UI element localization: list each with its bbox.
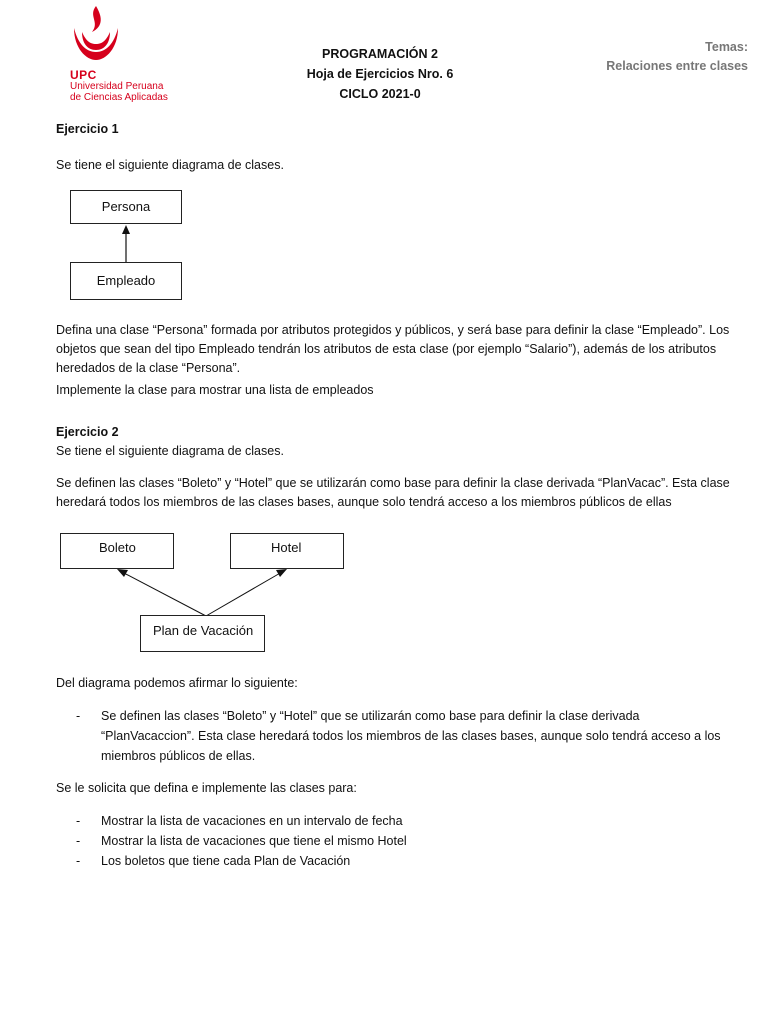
document-header [250,44,510,104]
exercise1-intro: Se tiene el siguiente diagrama de clases. [56,158,284,172]
bullet-dash: - [76,814,81,828]
list-item: - Los boletos que tiene cada Plan de Vacación [56,851,736,871]
affirm-intro: Del diagrama podemos afirmar lo siguiente: [56,676,298,690]
exercise2-title: Ejercicio 2 [56,425,119,439]
affirm-list [56,706,736,766]
sheet-title: Hoja de Ejercicios Nro. 6 [306,67,454,81]
bullet-dash: - [76,854,81,868]
inheritance-arrow-1 [110,222,140,266]
topics-label: Temas: [705,40,748,54]
inheritance-arrows-2 [100,566,300,618]
class-box-boleto: Boleto [60,533,174,569]
class-box-persona: Persona [70,190,182,224]
list-item: - Mostrar la lista de vacaciones en un intervalo de fecha [56,811,736,831]
exercise1-title: Ejercicio 1 [56,122,119,136]
bullet-dash: - [76,709,81,723]
exercise2-intro: Se tiene el siguiente diagrama de clases. [56,444,284,458]
request-intro: Se le solicita que defina e implemente las clases para: [56,781,357,795]
cycle-title: CICLO 2021-0 [339,87,421,101]
class-box-empleado: Empleado [70,262,182,300]
topics-block [606,38,748,76]
bullet-dash: - [76,834,81,848]
list-item: - Mostrar la lista de vacaciones que tiene el mismo Hotel [56,831,736,851]
logo-line-2: de Ciencias Aplicadas [70,92,168,103]
upc-emblem-icon [70,4,122,64]
exercise1-paragraph: Defina una clase “Persona” formada por atributos protegidos y públicos, y será base para definir la clase “Empleado”. Los objetos que sean del tipo Empleado tendrán los atributos de esta clase (por ejemplo “Salario”), además de los atributos heredados de la clase “Persona”. [56,323,730,375]
course-title: PROGRAMACIÓN 2 [322,47,438,61]
class-box-plan-vacacion: Plan de Vacación [140,615,265,652]
class-box-hotel: Hotel [230,533,344,569]
logo-brand: UPC [70,68,97,82]
topics-value: Relaciones entre clases [606,59,748,73]
logo-line-1: Universidad Peruana [70,81,164,92]
exercise1-task: Implemente la clase para mostrar una lista de empleados [56,383,374,397]
upc-logo [70,4,170,108]
exercise2-paragraph: Se definen las clases “Boleto” y “Hotel” que se utilizarán como base para definir la clase derivada “PlanVacac”. Esta clase heredará todos los miembros de las clases bases, aunque solo tendrá acceso a los miembros públicos de ellas [56,476,730,509]
request-list [56,811,736,871]
list-item: - Se definen las clases “Boleto” y “Hotel” que se utilizarán como base para definir la clase derivada “PlanVacaccion”. Esta clase heredará todos los miembros de las clases bases, aunque solo tendrá acceso a los miembros públicos de ellas. [56,706,736,766]
